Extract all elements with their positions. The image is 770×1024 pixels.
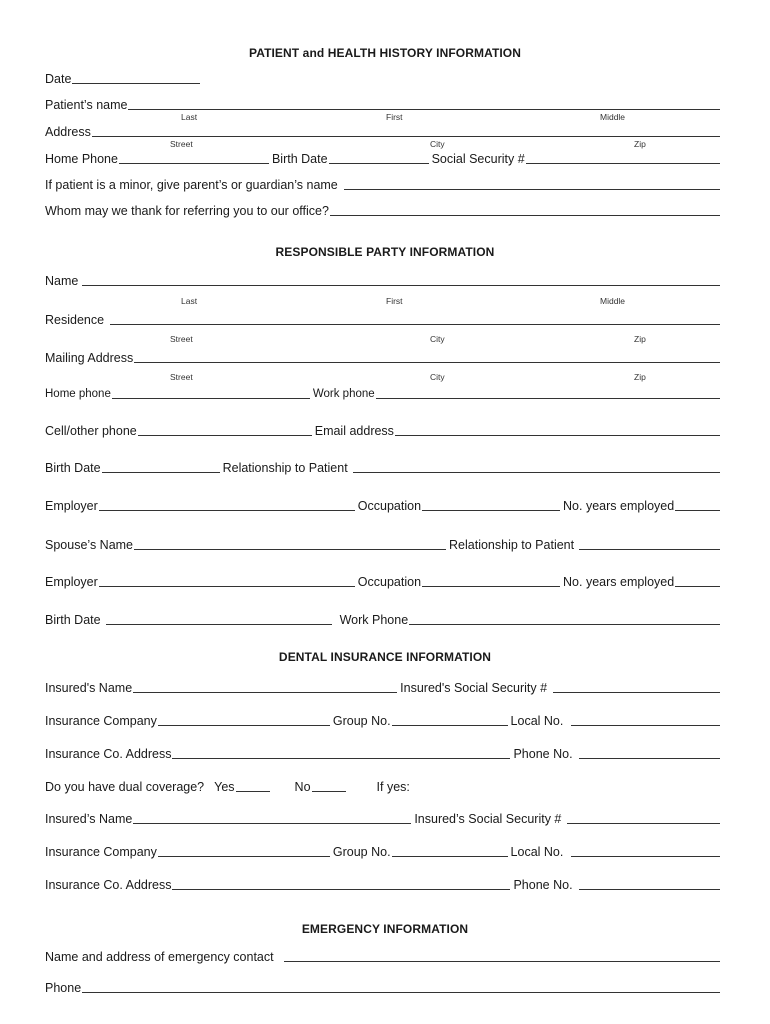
insurance-section-heading: DENTAL INSURANCE INFORMATION <box>278 650 492 664</box>
residence-street-caption: Street <box>170 334 193 344</box>
responsible-name-label: Name <box>45 274 79 288</box>
responsible-work-phone-label: Work phone <box>312 388 375 400</box>
patient-address-field[interactable] <box>92 136 720 137</box>
mailing-address-field[interactable] <box>134 362 720 363</box>
cell-phone-field[interactable] <box>138 435 312 436</box>
group-no-field[interactable] <box>392 725 508 726</box>
residence-zip-caption: Zip <box>634 334 646 344</box>
patient-name-label: Patient’s name <box>45 98 128 112</box>
emergency-contact-field[interactable] <box>284 961 720 962</box>
date-field[interactable] <box>72 83 200 84</box>
insured-ssn-2-field[interactable] <box>567 823 720 824</box>
referral-row <box>45 202 723 218</box>
insurance-company-2-field[interactable] <box>158 856 330 857</box>
patient-address-street-caption: Street <box>170 139 193 149</box>
insurance-company-label: Insurance Company <box>45 714 157 728</box>
spouse-relationship-field[interactable] <box>579 549 720 550</box>
minor-guardian-label: If patient is a minor, give parent’s or guardian’s name <box>45 178 338 192</box>
insurance-company-field[interactable] <box>158 725 330 726</box>
spouse-work-phone-label: Work Phone <box>339 613 409 627</box>
insured-name-2-label: Insured’s Name <box>45 812 133 826</box>
spouse-employer-row <box>45 573 723 589</box>
insured-name-label: Insured's Name <box>45 681 133 695</box>
spouse-occupation-field[interactable] <box>422 586 560 587</box>
insurance-address-2-row <box>45 876 723 892</box>
spouse-birth-row <box>45 611 723 627</box>
emergency-section-heading: EMERGENCY INFORMATION <box>301 922 469 936</box>
insurance-company-2-label: Insurance Company <box>45 845 157 859</box>
date-row <box>45 70 723 86</box>
dual-coverage-row <box>45 778 723 794</box>
employer-label: Employer <box>45 499 98 513</box>
mailing-address-label: Mailing Address <box>45 351 134 365</box>
local-no-label: Local No. <box>510 714 564 728</box>
spouse-relationship-label: Relationship to Patient <box>449 538 575 552</box>
patient-address-label: Address <box>45 125 91 139</box>
spouse-years-field[interactable] <box>675 586 720 587</box>
responsible-name-last-caption: Last <box>181 296 198 306</box>
spouse-employer-field[interactable] <box>99 586 355 587</box>
responsible-name-field[interactable] <box>82 285 720 286</box>
spouse-birth-date-label: Birth Date <box>45 613 101 627</box>
relationship-field[interactable] <box>353 472 720 473</box>
insured-name-2-row <box>45 810 723 826</box>
occupation-field[interactable] <box>422 510 560 511</box>
ssn-label: Social Security # <box>431 152 525 166</box>
relationship-label: Relationship to Patient <box>222 461 348 475</box>
date-label: Date <box>45 72 72 86</box>
insured-ssn-field[interactable] <box>553 692 720 693</box>
spouse-birth-date-field[interactable] <box>106 624 332 625</box>
spouse-name-field[interactable] <box>134 549 446 550</box>
years-employed-label: No. years employed <box>563 499 675 513</box>
email-field[interactable] <box>395 435 720 436</box>
patient-name-middle-caption: Middle <box>600 112 626 122</box>
responsible-home-phone-label: Home phone <box>45 388 111 400</box>
mailing-street-caption: Street <box>170 372 193 382</box>
local-no-field[interactable] <box>571 725 720 726</box>
responsible-home-phone-field[interactable] <box>112 398 310 399</box>
insurance-address-row <box>45 745 723 761</box>
if-yes-label: If yes: <box>376 780 410 794</box>
insurance-company-row <box>45 712 723 728</box>
home-phone-field[interactable] <box>119 163 269 164</box>
residence-city-caption: City <box>430 334 445 344</box>
spouse-name-row <box>45 536 723 552</box>
emergency-phone-label: Phone <box>45 981 82 995</box>
birth-date-field[interactable] <box>329 163 429 164</box>
local-no-2-label: Local No. <box>510 845 564 859</box>
ssn-field[interactable] <box>526 163 720 164</box>
spouse-name-label: Spouse’s Name <box>45 538 134 552</box>
insured-name-2-field[interactable] <box>133 823 411 824</box>
cell-phone-label: Cell/other phone <box>45 424 137 438</box>
occupation-label: Occupation <box>357 499 422 513</box>
patient-address-zip-caption: Zip <box>634 139 646 149</box>
insurance-address-field[interactable] <box>172 758 510 759</box>
responsible-phone-row <box>45 385 723 401</box>
emergency-phone-row <box>45 979 723 995</box>
emergency-contact-label: Name and address of emergency contact <box>45 950 274 964</box>
mailing-address-row <box>45 349 723 365</box>
responsible-birth-date-label: Birth Date <box>45 461 101 475</box>
dual-no-field[interactable] <box>312 791 346 792</box>
emergency-phone-field[interactable] <box>82 992 720 993</box>
insurance-phone-field[interactable] <box>579 758 720 759</box>
insurance-address-2-label: Insurance Co. Address <box>45 878 172 892</box>
spouse-years-label: No. years employed <box>563 575 675 589</box>
group-no-2-field[interactable] <box>392 856 508 857</box>
home-phone-label: Home Phone <box>45 152 118 166</box>
cell-email-row <box>45 422 723 438</box>
dual-coverage-label: Do you have dual coverage? <box>45 780 205 794</box>
insurance-address-label: Insurance Co. Address <box>45 747 172 761</box>
email-label: Email address <box>314 424 394 438</box>
insured-ssn-2-label: Insured’s Social Security # <box>414 812 562 826</box>
patient-address-city-caption: City <box>430 139 445 149</box>
dual-yes-label: Yes <box>214 780 235 794</box>
referral-label: Whom may we thank for referring you to our office? <box>45 204 329 218</box>
patient-name-first-caption: First <box>386 112 403 122</box>
emergency-contact-row <box>45 948 723 964</box>
responsible-work-phone-field[interactable] <box>376 398 720 399</box>
birth-date-label: Birth Date <box>271 152 328 166</box>
patient-section-heading: PATIENT and HEALTH HISTORY INFORMATION <box>248 46 522 60</box>
minor-guardian-field[interactable] <box>344 189 720 190</box>
dual-yes-field[interactable] <box>236 791 270 792</box>
mailing-zip-caption: Zip <box>634 372 646 382</box>
insurance-phone-2-label: Phone No. <box>513 878 573 892</box>
dual-no-label: No <box>294 780 311 794</box>
minor-guardian-row <box>45 176 723 192</box>
responsible-name-middle-caption: Middle <box>600 296 626 306</box>
spouse-occupation-label: Occupation <box>357 575 422 589</box>
responsible-name-row <box>45 272 723 288</box>
responsible-section-heading: RESPONSIBLE PARTY INFORMATION <box>275 245 495 259</box>
responsible-birth-date-field[interactable] <box>102 472 220 473</box>
mailing-city-caption: City <box>430 372 445 382</box>
spouse-employer-label: Employer <box>45 575 98 589</box>
patient-name-field[interactable] <box>128 109 720 110</box>
responsible-name-first-caption: First <box>386 296 403 306</box>
patient-name-last-caption: Last <box>181 112 198 122</box>
residence-row <box>45 311 723 327</box>
local-no-2-field[interactable] <box>571 856 720 857</box>
group-no-label: Group No. <box>332 714 391 728</box>
group-no-2-label: Group No. <box>332 845 391 859</box>
residence-label: Residence <box>45 313 105 327</box>
insurance-company-2-row <box>45 843 723 859</box>
residence-field[interactable] <box>110 324 720 325</box>
insurance-phone-label: Phone No. <box>513 747 573 761</box>
responsible-birth-row <box>45 459 723 475</box>
referral-field[interactable] <box>330 215 720 216</box>
patient-address-row <box>45 123 723 139</box>
insured-ssn-label: Insured's Social Security # <box>400 681 548 695</box>
insured-name-row <box>45 679 723 695</box>
insurance-phone-2-field[interactable] <box>579 889 720 890</box>
spouse-work-phone-field[interactable] <box>409 624 720 625</box>
employer-field[interactable] <box>99 510 355 511</box>
insured-name-field[interactable] <box>133 692 397 693</box>
insurance-address-2-field[interactable] <box>172 889 510 890</box>
patient-name-row <box>45 96 723 112</box>
years-employed-field[interactable] <box>675 510 720 511</box>
patient-phone-row <box>45 150 723 166</box>
employer-row <box>45 497 723 513</box>
